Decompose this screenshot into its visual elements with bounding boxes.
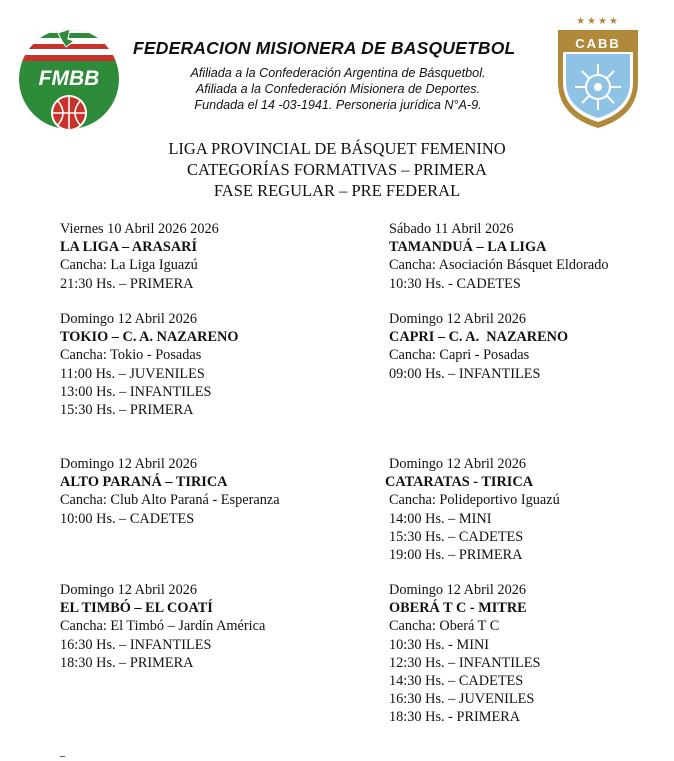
match-time: 18:30 Hs. - PRIMERA bbox=[389, 709, 521, 726]
match-block bbox=[60, 455, 280, 528]
match-time: 19:00 Hs. – PRIMERA bbox=[389, 547, 523, 564]
match-time: 15:30 Hs. – CADETES bbox=[389, 528, 524, 545]
match-time: 12:30 Hs. – INFANTILES bbox=[389, 654, 541, 671]
match-time: 14:00 Hs. – MINI bbox=[389, 510, 492, 527]
federation-affiliations bbox=[133, 65, 543, 113]
page-mark bbox=[60, 756, 65, 757]
match-venue: Cancha: La Liga Iguazú bbox=[60, 257, 198, 274]
cabb-stars: ★★★★ bbox=[576, 16, 620, 27]
match-time: 10:30 Hs. - MINI bbox=[389, 636, 490, 653]
match-teams: TAMANDUÁ – LA LIGA bbox=[389, 239, 547, 256]
league-categories: CATEGORÍAS FORMATIVAS – PRIMERA bbox=[187, 160, 487, 179]
match-date: Domingo 12 Abril 2026 bbox=[60, 582, 198, 598]
match-date: Domingo 12 Abril 2026 bbox=[389, 456, 527, 472]
match-time: 13:00 Hs. – INFANTILES bbox=[60, 383, 212, 400]
affiliation-line: Fundada el 14 -03-1941. Personeria jurídica N°A-9. bbox=[194, 98, 482, 112]
fmbb-logo bbox=[18, 25, 120, 133]
match-venue: Cancha: Capri - Posadas bbox=[389, 347, 530, 364]
match-teams: CAPRI – C. A. NAZARENO bbox=[389, 329, 569, 346]
match-teams: TOKIO – C. A. NAZARENO bbox=[60, 329, 239, 346]
match-date: Domingo 12 Abril 2026 bbox=[389, 582, 527, 598]
match-time: 18:30 Hs. – PRIMERA bbox=[60, 654, 194, 671]
match-block bbox=[60, 220, 219, 293]
match-date: Viernes 10 Abril 2026 2026 bbox=[60, 221, 219, 237]
match-venue: Cancha: El Timbó – Jardín América bbox=[60, 618, 266, 635]
match-teams: OBERÁ T C - MITRE bbox=[389, 600, 527, 617]
match-teams: ALTO PARANÁ – TIRICA bbox=[60, 474, 228, 491]
match-time: 14:30 Hs. – CADETES bbox=[389, 673, 524, 690]
match-time: 21:30 Hs. – PRIMERA bbox=[60, 275, 194, 292]
match-date: Sábado 11 Abril 2026 bbox=[389, 221, 514, 237]
match-date: Domingo 12 Abril 2026 bbox=[389, 311, 527, 327]
match-date: Domingo 12 Abril 2026 bbox=[60, 456, 198, 472]
cabb-logo-text: CABB bbox=[575, 36, 621, 51]
match-time: 11:00 Hs. – JUVENILES bbox=[60, 365, 205, 382]
match-venue: Cancha: Asociación Básquet Eldorado bbox=[389, 257, 609, 274]
match-block bbox=[389, 220, 609, 293]
cabb-logo bbox=[554, 12, 642, 130]
match-time: 10:00 Hs. – CADETES bbox=[60, 510, 195, 527]
fmbb-logo-text: FMBB bbox=[38, 67, 100, 90]
match-teams: LA LIGA – ARASARÍ bbox=[60, 239, 198, 256]
match-time: 16:30 Hs. – INFANTILES bbox=[60, 636, 212, 653]
match-block bbox=[60, 581, 265, 672]
match-time: 16:30 Hs. – JUVENILES bbox=[389, 691, 535, 708]
league-phase: FASE REGULAR – PRE FEDERAL bbox=[213, 181, 461, 200]
affiliation-line: Afiliada a la Confederación Argentina de Básquetbol. bbox=[190, 66, 486, 80]
match-teams: EL TIMBÓ – EL COATÍ bbox=[60, 600, 213, 617]
match-venue: Cancha: Oberá T C bbox=[389, 618, 500, 635]
match-date: Domingo 12 Abril 2026 bbox=[60, 311, 198, 327]
affiliation-line: Afiliada a la Confederación Misionera de Deportes. bbox=[195, 82, 481, 96]
league-heading bbox=[0, 138, 674, 201]
match-time: 09:00 Hs. – INFANTILES bbox=[389, 365, 541, 382]
match-time: 15:30 Hs. – PRIMERA bbox=[60, 402, 194, 419]
match-venue: Cancha: Tokio - Posadas bbox=[60, 347, 202, 364]
match-time: 10:30 Hs. - CADETES bbox=[389, 275, 521, 292]
match-venue: Cancha: Club Alto Paraná - Esperanza bbox=[60, 492, 280, 509]
match-venue: Cancha: Polideportivo Iguazú bbox=[389, 492, 560, 509]
match-block bbox=[389, 581, 540, 727]
league-title: LIGA PROVINCIAL DE BÁSQUET FEMENINO bbox=[168, 139, 506, 158]
match-block bbox=[60, 310, 238, 419]
match-teams: CATARATAS - TIRICA bbox=[385, 474, 534, 491]
federation-name: FEDERACION MISIONERA DE BASQUETBOL bbox=[133, 38, 516, 58]
match-block bbox=[385, 455, 560, 564]
match-block bbox=[389, 310, 568, 383]
